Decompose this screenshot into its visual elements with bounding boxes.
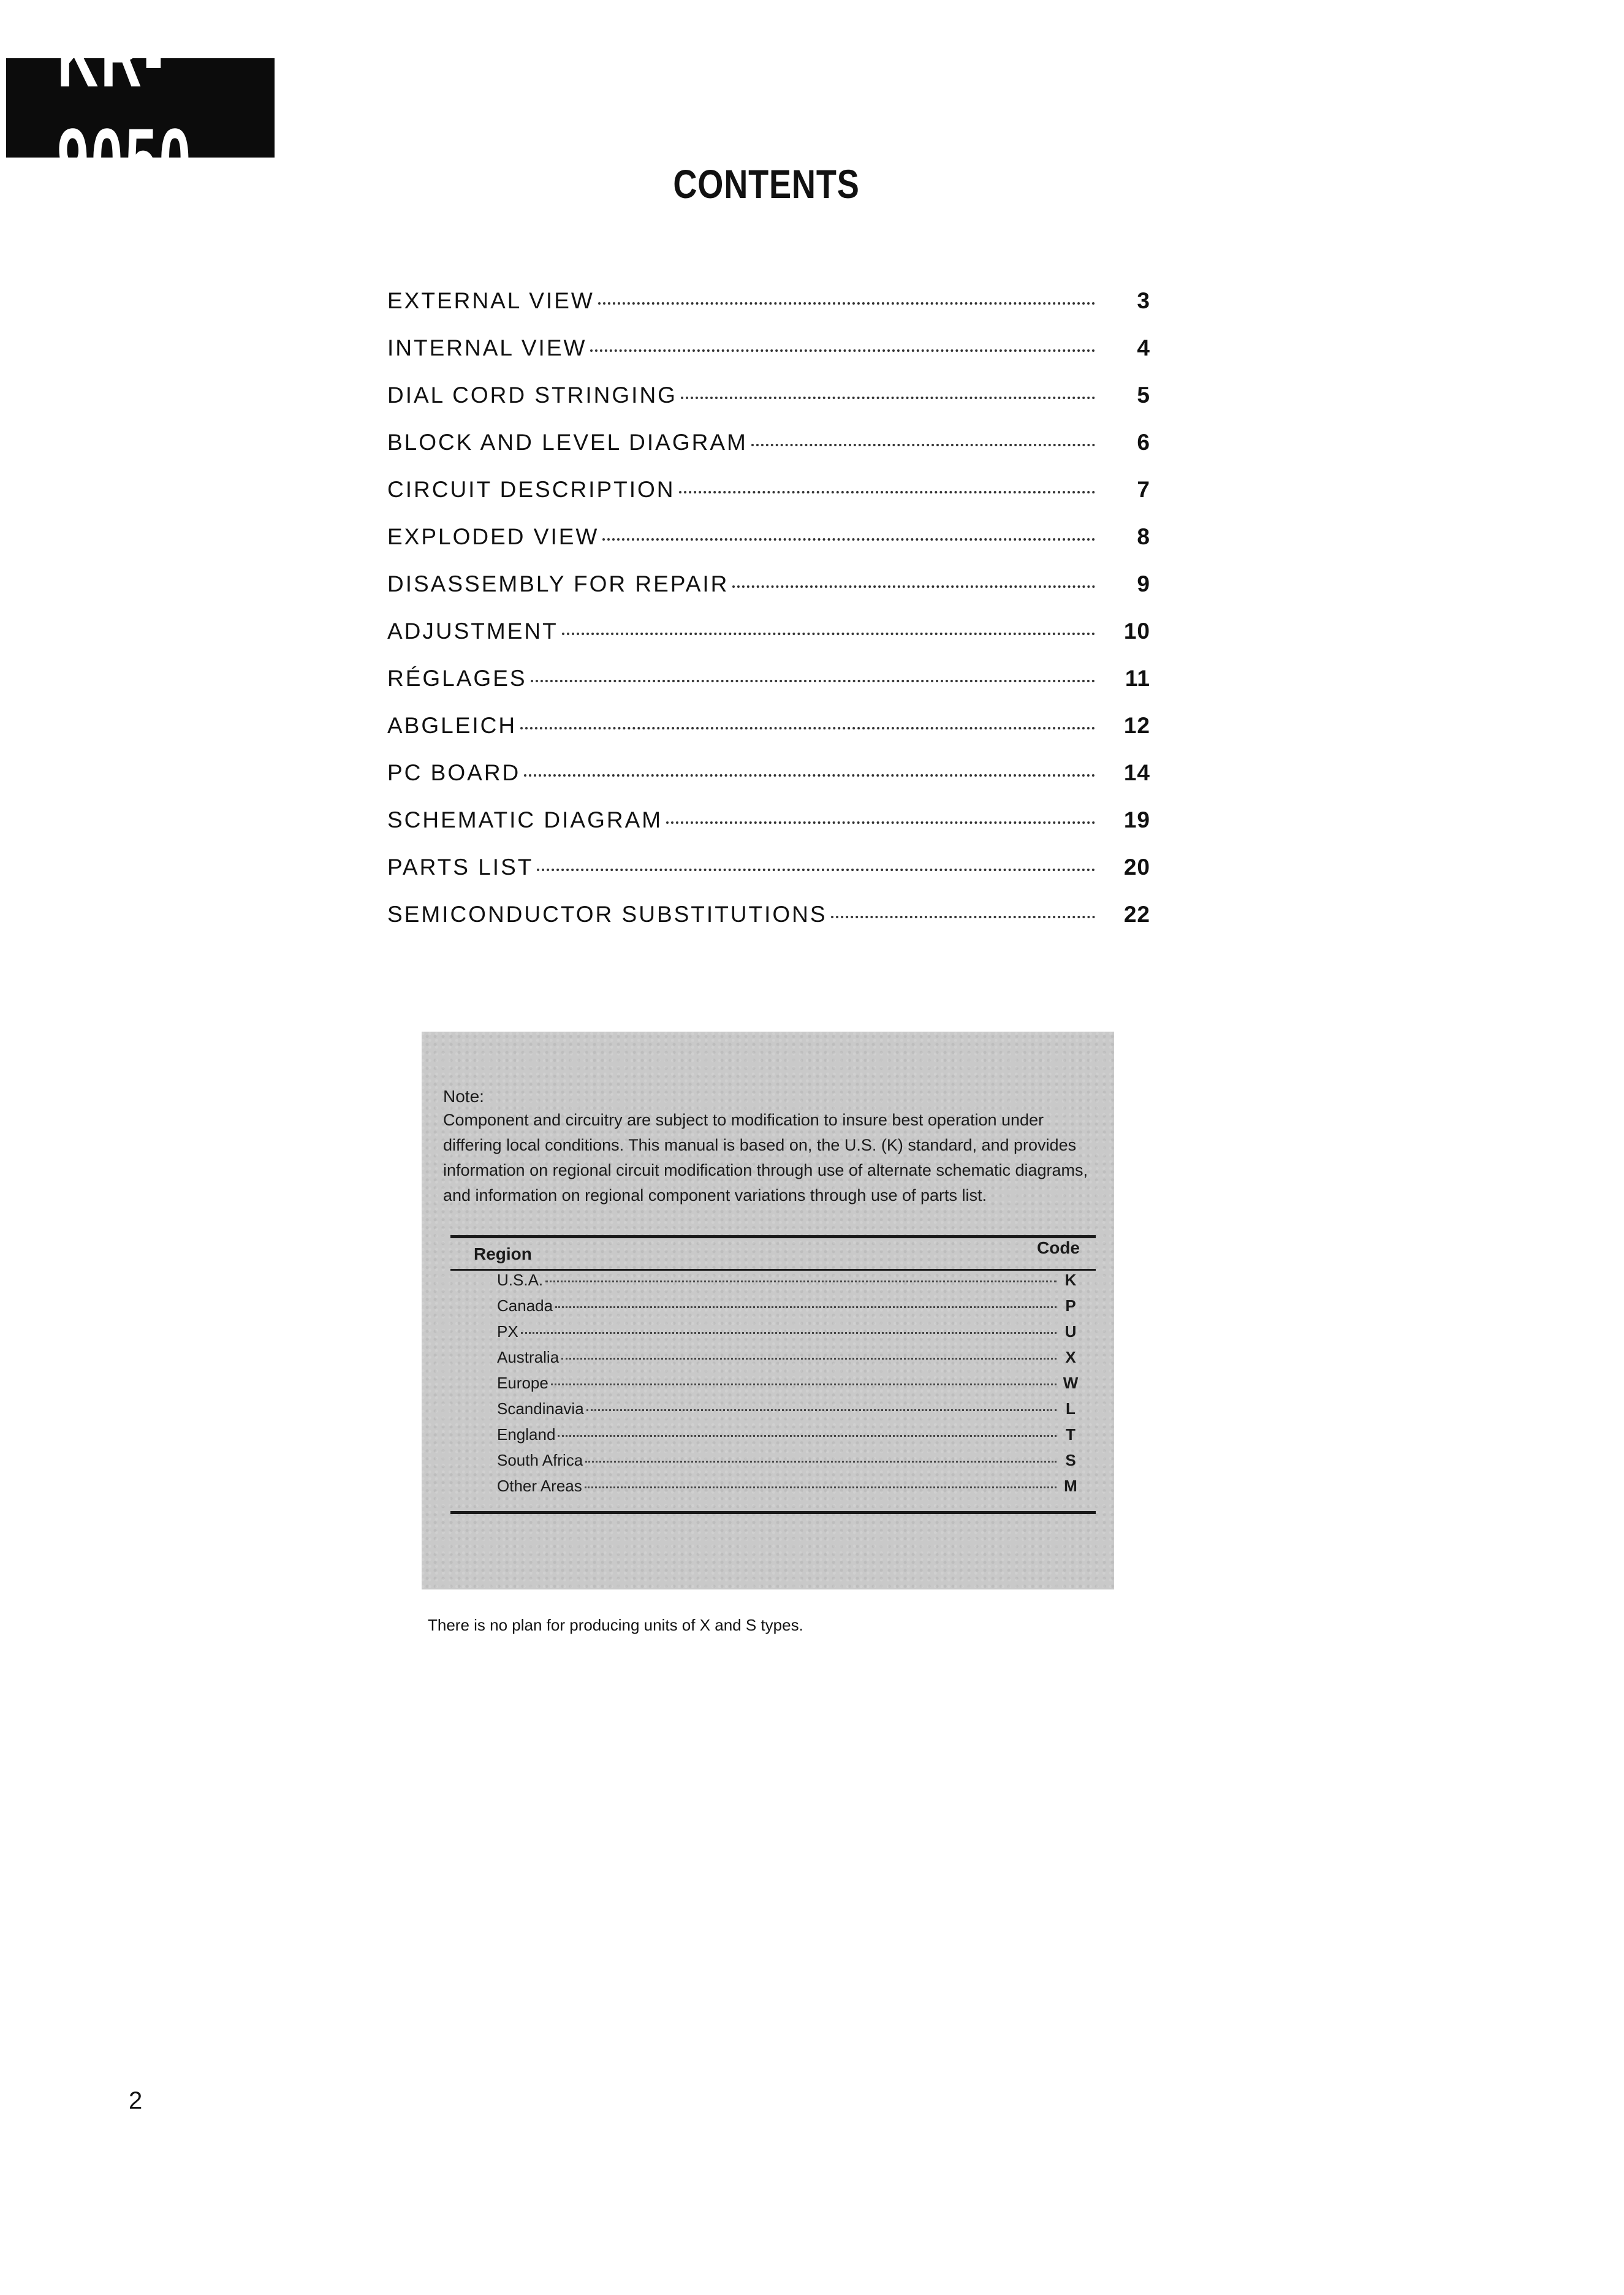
toc-page-number: 12 (1123, 713, 1150, 738)
region-table-header (443, 1238, 1096, 1269)
toc-page-number: 6 (1137, 430, 1150, 455)
toc-label: BLOCK AND LEVEL DIAGRAM (387, 430, 748, 455)
toc-item[interactable] (387, 571, 1150, 618)
toc-leader (732, 585, 1095, 588)
toc-leader (537, 869, 1095, 871)
toc-item[interactable] (387, 382, 1150, 430)
toc-label: INTERNAL VIEW (387, 335, 587, 360)
toc-item[interactable] (387, 524, 1150, 571)
table-of-contents (387, 288, 1150, 949)
region-code: U (1064, 1322, 1077, 1341)
region-code: X (1065, 1348, 1076, 1366)
region-name: Australia (497, 1348, 560, 1366)
region-name: Other Areas (497, 1477, 582, 1495)
toc-label: CIRCUIT DESCRIPTION (387, 477, 675, 502)
toc-item[interactable] (387, 430, 1150, 477)
toc-leader (602, 538, 1095, 541)
toc-leader (590, 349, 1095, 352)
toc-item[interactable] (387, 854, 1150, 902)
region-row (443, 1348, 1096, 1374)
model-name: KR-9050 (57, 3, 193, 212)
toc-leader (562, 633, 1095, 635)
toc-item[interactable] (387, 666, 1150, 713)
toc-label: RÉGLAGES (387, 666, 527, 691)
toc-page-number: 11 (1125, 666, 1150, 691)
toc-page-number: 4 (1137, 335, 1150, 360)
toc-page-number: 19 (1123, 807, 1150, 832)
toc-page-number: 10 (1123, 618, 1150, 644)
toc-page-number: 22 (1123, 902, 1150, 927)
page-title: CONTENTS (672, 161, 860, 207)
production-footnote: There is no plan for producing units of X and S types. (428, 1616, 803, 1634)
region-leader (585, 1486, 1057, 1488)
page-number: 2 (129, 2087, 143, 2114)
toc-label: EXTERNAL VIEW (387, 288, 594, 313)
toc-leader (751, 444, 1095, 446)
model-badge (6, 3, 275, 212)
toc-page-number: 9 (1137, 571, 1150, 596)
toc-leader (666, 821, 1095, 824)
region-leader (558, 1435, 1057, 1437)
toc-label: PARTS LIST (387, 854, 534, 880)
toc-page-number: 7 (1137, 477, 1150, 502)
toc-leader (679, 491, 1095, 493)
toc-label: ABGLEICH (387, 713, 517, 738)
toc-label: PC BOARD (387, 760, 521, 785)
region-leader (586, 1409, 1057, 1411)
region-leader (555, 1306, 1057, 1308)
region-row (443, 1477, 1096, 1502)
code-column-header: Code (1037, 1238, 1080, 1257)
toc-label: ADJUSTMENT (387, 618, 558, 644)
region-leader (521, 1332, 1057, 1334)
table-rule-bottom (450, 1511, 1096, 1514)
toc-label: EXPLODED VIEW (387, 524, 599, 549)
toc-item[interactable] (387, 760, 1150, 807)
toc-page-number: 20 (1123, 854, 1150, 880)
toc-leader (681, 397, 1095, 399)
region-leader (561, 1358, 1057, 1360)
toc-item[interactable] (387, 335, 1150, 382)
toc-leader (598, 302, 1095, 305)
toc-page-number: 14 (1123, 760, 1150, 785)
region-leader (551, 1383, 1057, 1385)
region-name: PX (497, 1322, 518, 1341)
note-text: Component and circuitry are subject to modification to insure best operation under differing local conditions. This manual is based on, the U.S. (K) standard, and provides information on regional circuit modification through use of alternate schematic diagrams, and information on regional component variations through use of parts list. (443, 1111, 1088, 1205)
toc-page-number: 8 (1137, 524, 1150, 549)
region-row (443, 1322, 1096, 1348)
region-column-header: Region (474, 1244, 532, 1263)
toc-leader (520, 727, 1095, 729)
region-name: Scandinavia (497, 1399, 584, 1418)
region-row (443, 1374, 1096, 1399)
toc-page-number: 3 (1137, 288, 1150, 313)
region-name: Canada (497, 1296, 553, 1315)
toc-label: SEMICONDUCTOR SUBSTITUTIONS (387, 902, 827, 927)
toc-leader (524, 774, 1095, 777)
toc-item[interactable] (387, 618, 1150, 666)
toc-leader (831, 916, 1095, 918)
region-code: L (1066, 1399, 1076, 1418)
region-code: S (1065, 1451, 1076, 1469)
toc-label: SCHEMATIC DIAGRAM (387, 807, 663, 832)
toc-page-number: 5 (1137, 382, 1150, 408)
toc-item[interactable] (387, 288, 1150, 335)
region-row (443, 1451, 1096, 1477)
toc-label: DIAL CORD STRINGING (387, 382, 677, 408)
region-leader (585, 1461, 1057, 1463)
region-name: Europe (497, 1374, 548, 1392)
region-code-table (443, 1235, 1096, 1514)
toc-item[interactable] (387, 477, 1150, 524)
region-leader (545, 1281, 1057, 1282)
region-code: M (1064, 1477, 1077, 1495)
note-heading: Note: (443, 1087, 484, 1106)
toc-item[interactable] (387, 807, 1150, 854)
region-row (443, 1271, 1096, 1296)
region-row (443, 1399, 1096, 1425)
region-row (443, 1425, 1096, 1451)
region-name: U.S.A. (497, 1271, 544, 1289)
toc-item[interactable] (387, 713, 1150, 760)
toc-label: DISASSEMBLY FOR REPAIR (387, 571, 729, 596)
region-code: W (1063, 1374, 1079, 1392)
region-name: South Africa (497, 1451, 583, 1469)
regional-note-box (422, 1032, 1114, 1589)
region-code: T (1066, 1425, 1076, 1444)
region-row (443, 1296, 1096, 1322)
region-code: P (1065, 1296, 1076, 1315)
toc-leader (531, 680, 1095, 682)
toc-item[interactable] (387, 902, 1150, 949)
region-name: England (497, 1425, 556, 1444)
region-code: K (1064, 1271, 1077, 1289)
